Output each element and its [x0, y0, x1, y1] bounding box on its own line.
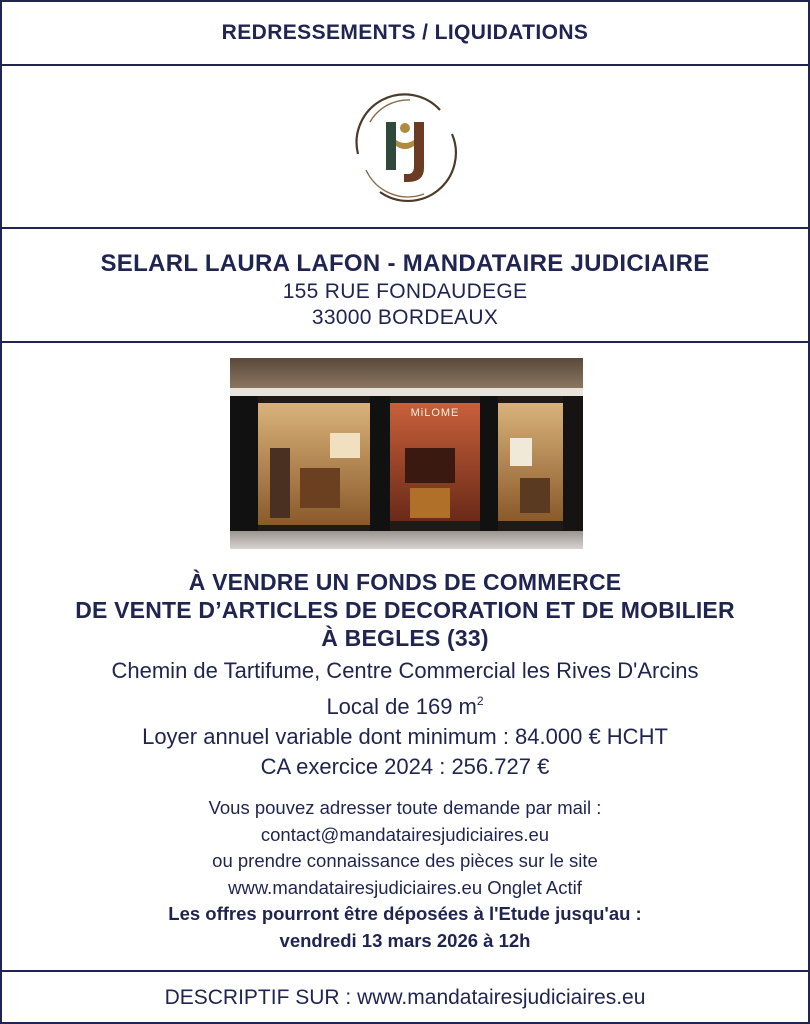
- firm-logo-icon: [340, 82, 470, 212]
- listing-title-line-2: DE VENTE D’ARTICLES DE DECORATION ET DE MOBILIER: [75, 597, 735, 623]
- firm-block: [2, 229, 808, 343]
- logo-band: [2, 66, 808, 229]
- listing-details: [2, 656, 808, 782]
- contact-intro: Vous pouvez adresser toute demande par mail :: [208, 797, 602, 818]
- footer: [2, 972, 808, 1024]
- contact-site-intro: ou prendre connaissance des pièces sur le site: [212, 850, 598, 871]
- listing-title: [2, 568, 808, 652]
- listing-title-line-3: À BEGLES (33): [321, 625, 489, 651]
- listing-block: [2, 343, 808, 972]
- section-title: REDRESSEMENTS / LIQUIDATIONS: [221, 21, 589, 44]
- store-photo: [230, 358, 583, 549]
- listing-surface: [2, 686, 808, 722]
- contact-site-link[interactable]: www.mandatairesjudiciaires.eu Onglet Actif: [228, 876, 582, 898]
- surface-text: Local de 169 m: [326, 694, 477, 719]
- surface-exponent: 2: [476, 694, 484, 708]
- listing-revenue: CA exercice 2024 : 256.727 €: [260, 754, 550, 779]
- contact-email[interactable]: contact@mandatairesjudiciaires.eu: [260, 823, 550, 845]
- listing-title-line-1: À VENDRE UN FONDS DE COMMERCE: [188, 569, 622, 595]
- deadline-intro: Les offres pourront être déposées à l'Etude jusqu'au :: [168, 903, 642, 924]
- firm-address-street: 155 RUE FONDAUDEGE: [282, 280, 528, 303]
- deadline-date: vendredi 13 mars 2026 à 12h: [279, 929, 531, 951]
- listing-location: Chemin de Tartifume, Centre Commercial les Rives D'Arcins: [111, 658, 699, 683]
- footer-link[interactable]: DESCRIPTIF SUR : www.mandatairesjudiciaires.eu: [164, 986, 646, 1009]
- storefront-image-icon: [230, 358, 583, 549]
- firm-name: SELARL LAURA LAFON - MANDATAIRE JUDICIAIRE: [100, 250, 710, 277]
- contact-block: [2, 795, 808, 954]
- store-sign: MiLOME: [410, 407, 460, 419]
- section-header: [2, 2, 808, 66]
- firm-address-city: 33000 BORDEAUX: [311, 306, 499, 329]
- listing-rent: Loyer annuel variable dont minimum : 84.000 € HCHT: [142, 724, 668, 749]
